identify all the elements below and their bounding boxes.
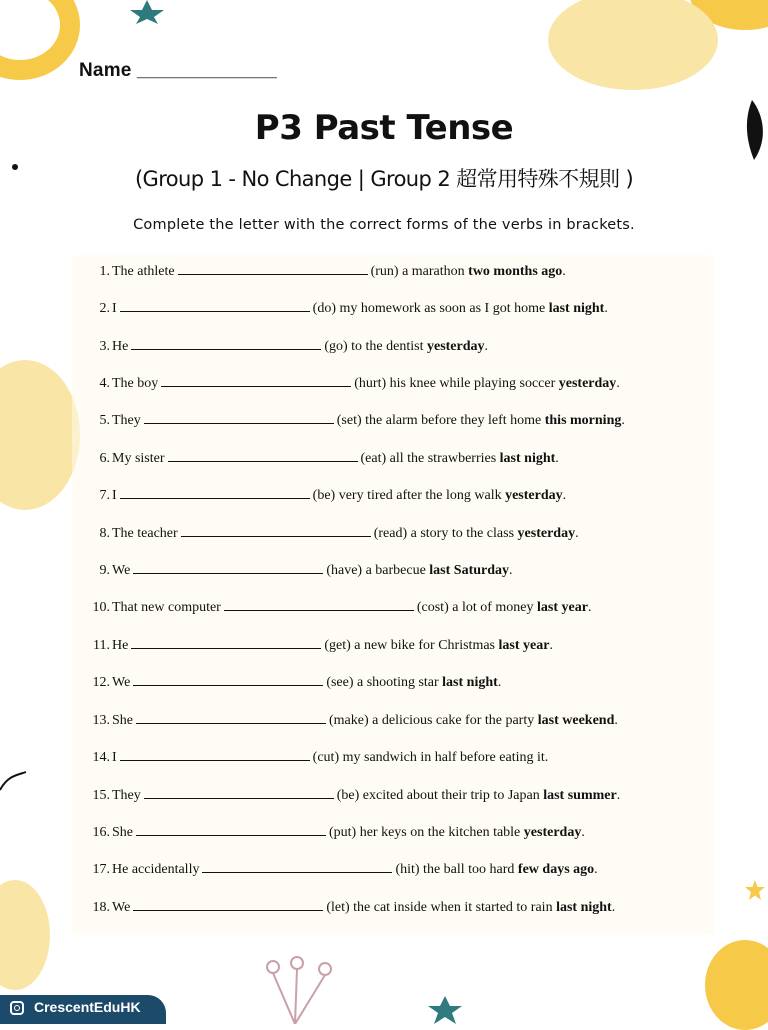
question-item — [85, 711, 618, 731]
question-number: 2. — [99, 301, 110, 316]
sentence-end: . — [509, 563, 513, 578]
footer-brand-label: CrescentEduHK — [34, 999, 141, 1015]
question-verb-clause: (hit) the ball too hard — [395, 862, 515, 877]
question-subject: He — [112, 638, 129, 653]
question-item — [85, 524, 579, 544]
time-expression: last summer — [543, 788, 617, 803]
time-expression: yesterday — [523, 825, 582, 840]
question-verb-clause: (run) a marathon — [370, 264, 465, 279]
question-subject: I — [112, 750, 117, 765]
question-subject: I — [112, 488, 117, 503]
page-subtitle: (Group 1 - No Change | Group 2 超常用特殊不規則 ) — [134, 167, 634, 191]
answer-blank[interactable] — [168, 449, 358, 462]
question-verb-clause: (set) the alarm before they left home — [336, 413, 542, 428]
question-verb-clause: (go) to the dentist — [324, 339, 424, 354]
time-expression: two months ago — [468, 264, 563, 279]
sentence-end: . — [562, 264, 566, 279]
time-expression: yesterday — [426, 339, 485, 354]
time-expression: last night — [442, 675, 498, 690]
answer-blank[interactable] — [144, 411, 334, 424]
sentence-end: . — [594, 862, 598, 877]
question-verb-clause: (be) very tired after the long walk — [312, 488, 502, 503]
answer-blank[interactable] — [136, 711, 326, 724]
question-item — [85, 898, 615, 918]
question-item — [85, 748, 548, 768]
sentence-end: . — [616, 376, 620, 391]
question-number: 17. — [92, 862, 110, 877]
question-subject: We — [112, 675, 131, 690]
question-verb-clause: (see) a shooting star — [326, 675, 439, 690]
moon-decoration-mid-left — [0, 360, 80, 510]
question-verb-clause: (have) a barbecue — [326, 563, 426, 578]
answer-blank[interactable] — [131, 337, 321, 350]
answer-blank[interactable] — [144, 786, 334, 799]
sentence-end: . — [611, 900, 616, 915]
question-number: 7. — [99, 488, 110, 503]
answer-blank[interactable] — [181, 524, 371, 537]
question-subject: We — [112, 563, 131, 578]
sentence-end: . — [616, 788, 621, 803]
time-expression: last weekend — [537, 713, 615, 728]
question-number: 8. — [99, 526, 110, 541]
sentence-end: . — [555, 451, 559, 466]
question-verb-clause: (cost) a lot of money — [416, 600, 534, 615]
question-number: 16. — [92, 825, 110, 840]
question-subject: They — [112, 788, 141, 803]
question-verb-clause: (hurt) his knee while playing soccer — [354, 376, 556, 391]
question-number: 1. — [99, 264, 110, 279]
question-item — [85, 860, 598, 880]
question-verb-clause: (be) excited about their trip to Japan — [336, 788, 540, 803]
star-icon — [420, 996, 470, 1024]
question-number: 14. — [92, 750, 110, 765]
answer-blank[interactable] — [202, 860, 392, 873]
sentence-end: . — [581, 825, 585, 840]
moon-decoration-bottom-right — [705, 940, 768, 1030]
question-verb-clause: (make) a delicious cake for the party — [329, 713, 535, 728]
time-expression: this morning — [544, 413, 622, 428]
sentence-end: . — [497, 675, 502, 690]
question-verb-clause: (get) a new bike for Christmas — [324, 638, 496, 653]
time-expression: last year — [537, 600, 588, 615]
question-number: 13. — [92, 713, 110, 728]
question-verb-clause: (eat) all the strawberries — [360, 451, 497, 466]
squiggle-icon — [0, 770, 30, 800]
question-verb-clause: (let) the cat inside when it started to rain — [326, 900, 553, 915]
answer-blank[interactable] — [133, 561, 323, 574]
time-expression: last night — [499, 451, 556, 466]
answer-blank[interactable] — [131, 636, 321, 649]
instagram-icon — [10, 1001, 24, 1015]
sentence-end: . — [562, 488, 567, 503]
question-item — [85, 673, 501, 693]
question-item — [85, 299, 608, 319]
answer-blank[interactable] — [161, 374, 351, 387]
time-expression: last night — [556, 900, 612, 915]
answer-blank[interactable] — [120, 486, 310, 499]
question-item — [85, 823, 585, 843]
time-expression: last year — [498, 638, 550, 653]
question-number: 15. — [92, 788, 110, 803]
sentence-end: . — [575, 526, 579, 541]
question-verb-clause: (put) her keys on the kitchen table — [329, 825, 521, 840]
question-item — [85, 636, 553, 656]
question-item — [85, 449, 559, 469]
star-icon — [744, 880, 766, 902]
time-expression: yesterday — [505, 488, 563, 503]
question-item — [85, 561, 513, 581]
question-subject: That new computer — [112, 600, 221, 615]
answer-blank[interactable] — [136, 823, 326, 836]
question-verb-clause: (read) a story to the class — [373, 526, 515, 541]
answer-blank[interactable] — [120, 748, 310, 761]
question-verb-clause: (cut) my sandwich in half before eating it. — [312, 750, 549, 765]
time-expression: last Saturday — [429, 563, 510, 578]
answer-blank[interactable] — [133, 673, 323, 686]
time-expression: yesterday — [517, 526, 576, 541]
question-number: 12. — [92, 675, 110, 690]
sentence-end: . — [604, 301, 608, 316]
time-expression: yesterday — [558, 376, 617, 391]
moon-decoration-bottom-left — [0, 880, 50, 990]
question-number: 3. — [99, 339, 110, 354]
question-subject: He — [112, 339, 129, 354]
question-subject: The boy — [112, 376, 159, 391]
question-item — [85, 786, 620, 806]
question-subject: My sister — [112, 451, 165, 466]
question-item — [85, 337, 488, 357]
question-item — [85, 486, 566, 506]
answer-blank[interactable] — [178, 262, 368, 275]
name-field-label: Name _____________ — [79, 60, 277, 81]
time-expression: last night — [548, 301, 605, 316]
sentence-end: . — [587, 600, 592, 615]
question-verb-clause: (do) my homework as soon as I got home — [312, 301, 546, 316]
question-number: 18. — [92, 900, 110, 915]
question-item — [85, 598, 591, 618]
question-number: 9. — [99, 563, 110, 578]
answer-blank[interactable] — [224, 598, 414, 611]
question-subject: The teacher — [112, 526, 178, 541]
time-expression: few days ago — [517, 862, 595, 877]
star-icon — [122, 0, 172, 24]
question-subject: They — [112, 413, 141, 428]
question-subject: She — [112, 713, 133, 728]
question-number: 10. — [92, 600, 110, 615]
flower-sprig-icon — [255, 955, 345, 1024]
answer-blank[interactable] — [120, 299, 310, 312]
sentence-end: . — [484, 339, 489, 354]
sentence-end: . — [549, 638, 553, 653]
question-subject: He accidentally — [112, 862, 200, 877]
moon-decoration-top-right-pale — [548, 0, 718, 90]
question-item — [85, 374, 620, 394]
page-title: P3 Past Tense — [254, 108, 514, 148]
instructions: Complete the letter with the correct forms of the verbs in brackets. — [133, 217, 635, 233]
question-item — [85, 411, 625, 431]
question-item — [85, 262, 566, 282]
question-subject: The athlete — [112, 264, 175, 279]
answer-blank[interactable] — [133, 898, 323, 911]
question-number: 6. — [99, 451, 110, 466]
sentence-end: . — [621, 413, 625, 428]
question-subject: I — [112, 301, 117, 316]
question-number: 11. — [93, 638, 110, 653]
question-number: 5. — [99, 413, 110, 428]
question-subject: She — [112, 825, 133, 840]
question-number: 4. — [99, 376, 110, 391]
question-subject: We — [112, 900, 131, 915]
sentence-end: . — [614, 713, 618, 728]
